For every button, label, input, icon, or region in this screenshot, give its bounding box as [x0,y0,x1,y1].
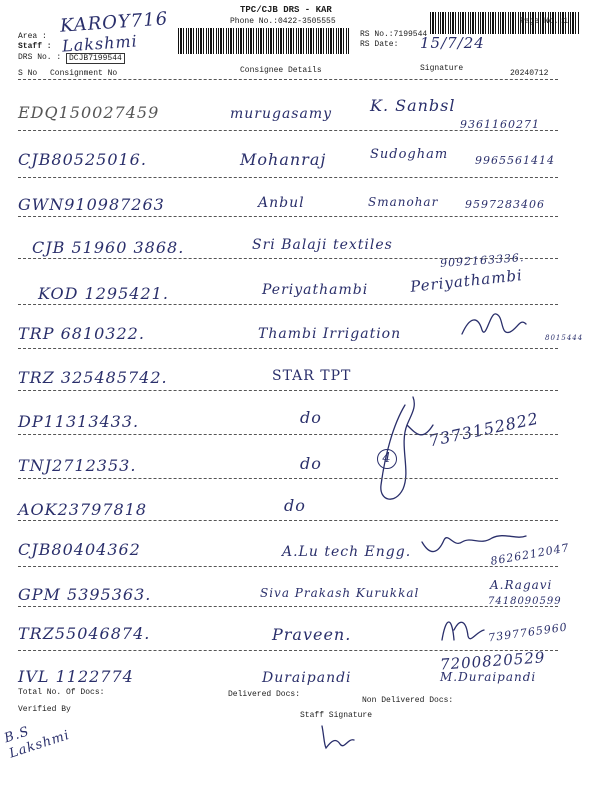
phone-number: Phone No.:0422-3505555 [230,17,336,26]
staff-value: Lakshmi [61,31,139,56]
delivered-docs-label: Delivered Docs: [228,690,301,699]
row-rule [18,650,558,651]
row-rule [18,177,558,178]
consignee-name: A.Lu tech Engg. [282,544,412,560]
receiver-signature: A.Ragavi [490,578,553,592]
header-rule [18,79,558,80]
total-docs-label: Total No. Of Docs: [18,688,105,697]
consignment-number: TRZ55046874. [18,624,151,643]
row-rule [18,566,558,567]
receiver-phone: 7418090599 [488,596,562,607]
receiver-phone: 9965561414 [475,154,555,167]
consignee-name: do [300,408,322,427]
row-rule [18,520,558,521]
consignee-name: Mohanraj [240,150,327,169]
receiver-signature: Sudogham [370,147,449,162]
consignee-name: do [284,496,306,515]
row-rule [18,216,558,217]
row-rule [18,434,558,435]
consignment-number: GPM 5395363. [18,585,152,604]
receiver-phone: 7200820529 [439,648,546,674]
staff-label: Staff : [18,42,52,51]
receiver-phone: 8015444 [545,334,584,342]
row-rule [18,348,558,349]
verifier-signature: B.S Lakshmi [2,724,72,762]
document-title: TPC/CJB DRS - KAR [240,5,332,15]
receiver-signature-scribble [460,306,540,346]
area-value: KAROY716 [59,8,169,37]
row-rule [18,130,558,131]
consignment-number: TRP 6810322. [18,324,145,343]
receiver-phone: 8626212047 [489,541,571,568]
consignee-name: Anbul [258,195,305,211]
receiver-phone: 9092163336. [439,251,525,270]
consignment-number: AOK23797818 [18,500,148,519]
column-sno: S No [18,69,38,78]
consignment-number: KOD 1295421. [38,284,169,303]
page-number: Page No.:1 [520,17,569,26]
consignee-name: STAR TPT [272,368,352,384]
consignment-number: CJB80404362 [18,540,141,559]
receiver-signature-scribble [345,385,455,515]
area-label: Area : [18,32,47,41]
column-consignee-details: Consignee Details [240,66,322,75]
receiver-phone: 7373152822 [427,408,541,451]
row-rule [18,390,558,391]
receiver-signature: Periyathambi [409,266,524,296]
drs-no-label: DRS No. : [18,53,62,62]
receiver-signature: Smanohar [368,195,439,209]
column-consignment-no: Consignment No [50,69,118,78]
consignment-number: IVL 1122774 [18,667,134,686]
receiver-phone: 9361160271 [460,118,540,131]
consignee-name: Duraipandi [262,670,352,686]
rs-date-label: RS Date: [360,40,399,49]
barcode-left [178,28,350,54]
consignee-name: Thambi Irrigation [258,326,402,342]
consignee-name: Siva Prakash Kurukkal [260,586,420,600]
receiver-phone: 7397765960 [487,620,569,645]
non-delivered-docs-label: Non Delivered Docs: [362,696,454,705]
consignment-number: TRZ 325485742. [18,368,168,387]
row-rule [18,606,558,607]
consignee-name: murugasamy [230,106,333,122]
rs-date-value: 15/7/24 [420,34,485,52]
consignment-number: CJB 51960 3868. [32,238,185,257]
verified-by-label: Verified By [18,705,71,714]
receiver-signature: K. Sanbsl [370,96,456,115]
row-rule [18,304,558,305]
rs-number: RS No.:7199544 [360,30,428,39]
consignee-name: Sri Balaji textiles [252,237,393,253]
consignment-number: GWN910987263 [18,195,165,214]
staff-signature-label: Staff Signature [300,711,373,720]
consignee-name: do [300,454,322,473]
staff-signature-scribble [318,722,358,752]
row-rule [18,478,558,479]
consignment-number: CJB80525016. [18,150,147,169]
consignment-number: DP11313433. [18,412,140,431]
consignee-name: Praveen. [272,625,352,644]
consignment-number: EDQ150027459 [18,103,160,122]
drs-no-value: DCJB7199544 [66,53,125,64]
date-code: 20240712 [510,69,549,78]
column-signature: Signature [420,64,464,73]
receiver-signature: 4 [377,449,397,469]
receiver-signature: M.Duraipandi [440,670,537,684]
consignment-number: TNJ2712353. [18,456,137,475]
consignee-name: Periyathambi [262,282,369,298]
receiver-phone: 9597283406 [465,198,545,211]
